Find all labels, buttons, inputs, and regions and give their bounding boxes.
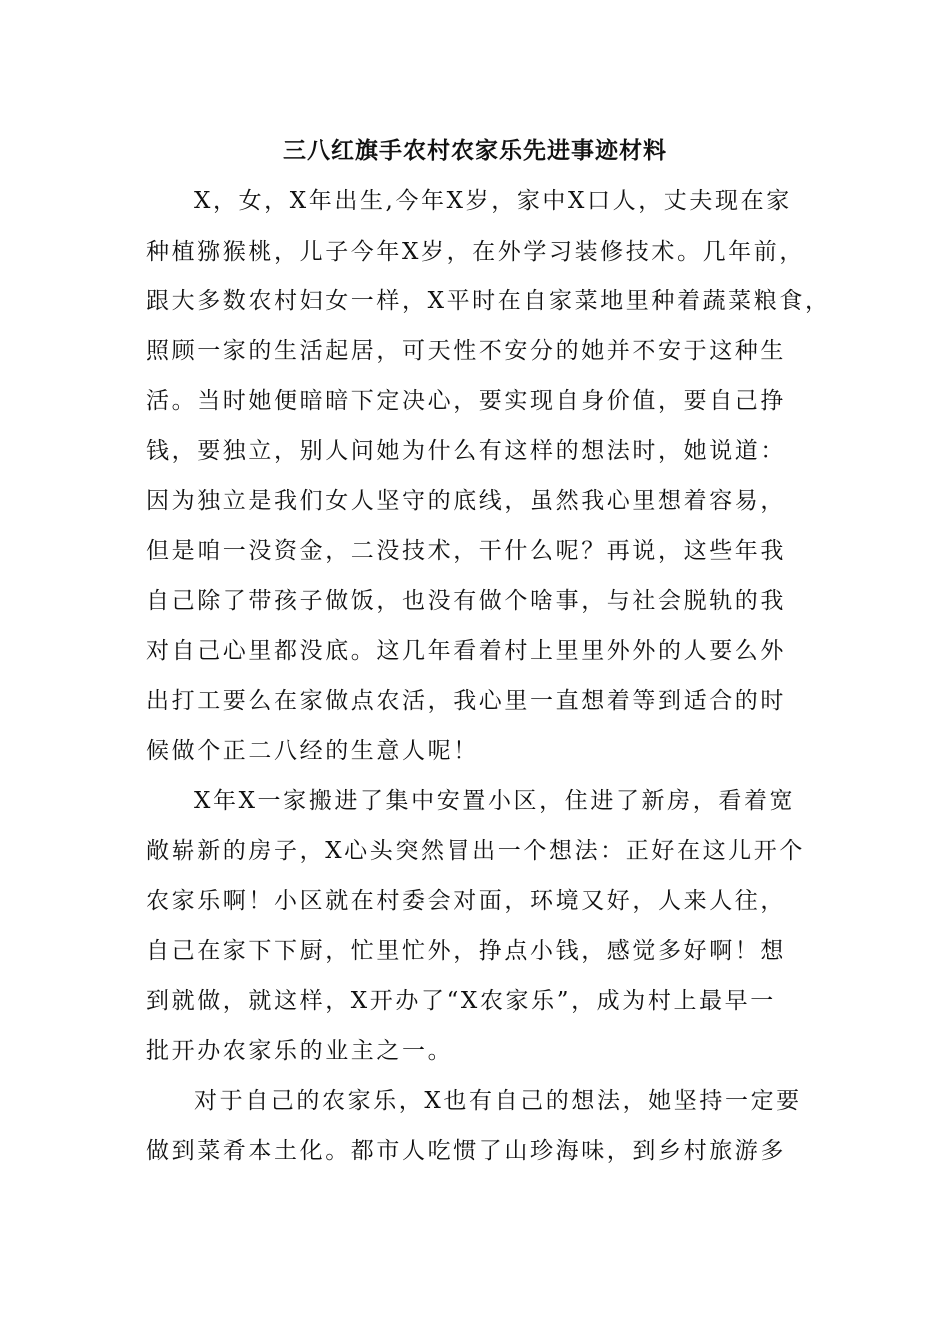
text-line: 跟大多数农村妇女一样，X平时在自家菜地里种着蔬菜粮食， (146, 288, 831, 314)
text-line: 对于自己的农家乐，X也有自己的想法，她坚持一定要 (194, 1088, 802, 1114)
text-line: 批开办农家乐的业主之一。 (146, 1038, 454, 1064)
text-line: 农家乐啊！小区就在村委会对面，环境又好，人来人往， (146, 888, 786, 914)
text-line: 对自己心里都没底。这几年看着村上里里外外的人要么外 (146, 638, 786, 664)
document-title: 三八红旗手农村农家乐先进事迹材料 (283, 137, 667, 164)
text-line: 照顾一家的生活起居，可天性不安分的她并不安于这种生 (146, 338, 786, 364)
text-line: 出打工要么在家做点农活，我心里一直想着等到适合的时 (146, 688, 786, 714)
text-line: 但是咱一没资金，二没技术，干什么呢？再说，这些年我 (146, 538, 786, 564)
text-line: 做到菜肴本土化。都市人吃惯了山珍海味，到乡村旅游多 (146, 1138, 786, 1164)
text-line: 钱，要独立，别人问她为什么有这样的想法时，她说道： (146, 438, 786, 464)
text-line: 自己除了带孩子做饭，也没有做个啥事，与社会脱轨的我 (146, 588, 786, 614)
text-line: 活。当时她便暗暗下定决心，要实现自身价值，要自己挣 (146, 388, 786, 414)
text-line: 因为独立是我们女人坚守的底线，虽然我心里想着容易， (146, 488, 786, 514)
text-line: X年X一家搬进了集中安置小区，住进了新房，看着宽 (194, 788, 796, 814)
text-line: 敞崭新的房子，X心头突然冒出一个想法：正好在这儿开个 (146, 838, 805, 864)
text-line: 种植猕猴桃，儿子今年X岁，在外学习装修技术。几年前， (146, 239, 805, 265)
text-line: 到就做，就这样，X开办了“X农家乐”，成为村上最早一 (146, 988, 776, 1014)
text-line: X，女，X年出生,今年X岁，家中X口人，丈夫现在家 (194, 188, 792, 214)
text-line: 候做个正二八经的生意人呢！ (146, 738, 479, 764)
text-line: 自己在家下下厨，忙里忙外，挣点小钱，感觉多好啊！想 (146, 938, 786, 964)
